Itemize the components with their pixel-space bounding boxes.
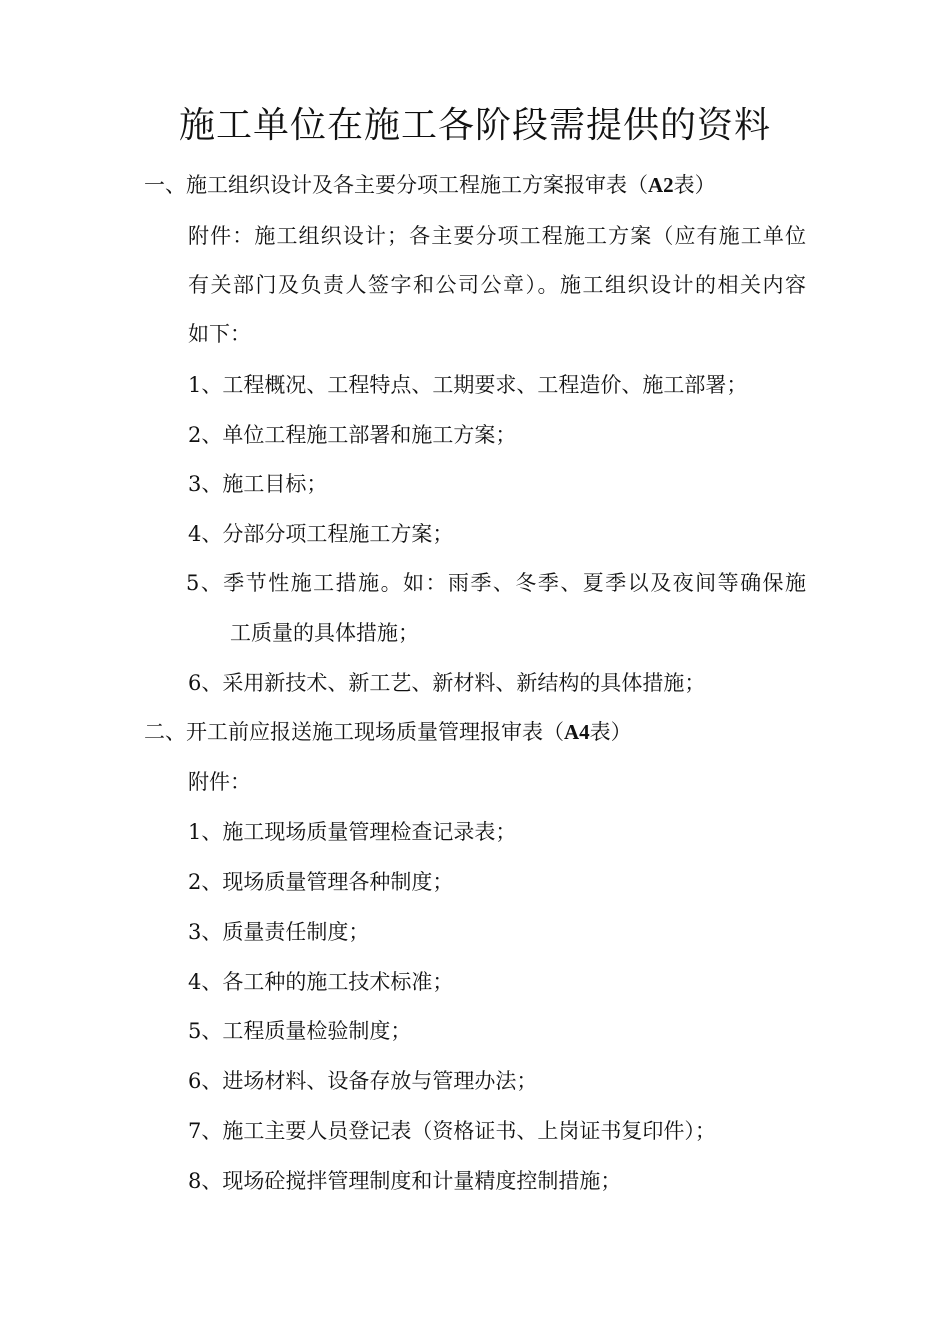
section-2-item: 1、施工现场质量管理检查记录表； bbox=[188, 820, 517, 844]
section-1-item: 6、采用新技术、新工艺、新材料、新结构的具体措施； bbox=[188, 671, 706, 695]
document-title: 施工单位在施工各阶段需提供的资料 bbox=[178, 105, 771, 146]
section-2-heading-prefix: 二、开工前应报送施工现场质量管理报审表（ bbox=[144, 720, 564, 744]
section-1-heading-prefix: 一、施工组织设计及各主要分项工程施工方案报审表（ bbox=[144, 173, 648, 197]
section-1-item: 5、季节性施工措施。如：雨季、冬季、夏季以及夜间等确保施 bbox=[186, 571, 806, 595]
section-2-item: 8、现场砼搅拌管理制度和计量精度控制措施； bbox=[188, 1169, 622, 1193]
section-2-heading-suffix: 表） bbox=[589, 720, 632, 744]
section-2-item: 4、各工种的施工技术标准； bbox=[188, 970, 454, 994]
section-1-item-continuation: 工质量的具体措施； bbox=[230, 621, 419, 645]
section-2-item: 7、施工主要人员登记表（资格证书、上岗证书复印件）； bbox=[188, 1119, 716, 1143]
section-1-item: 2、单位工程施工部署和施工方案； bbox=[188, 423, 517, 447]
section-1-attachment-line: 附件：施工组织设计；各主要分项工程施工方案（应有施工单位 bbox=[188, 224, 806, 248]
section-1-item: 3、施工目标； bbox=[188, 472, 328, 496]
section-2-item: 2、现场质量管理各种制度； bbox=[188, 870, 454, 894]
section-1-attachment-line: 有关部门及负责人签字和公司公章）。施工组织设计的相关内容 bbox=[188, 273, 806, 297]
section-1-heading-code: A2 bbox=[648, 173, 674, 197]
section-1-attachment-line: 如下： bbox=[188, 322, 251, 346]
section-2-attachment-label: 附件： bbox=[188, 770, 251, 794]
section-1-heading-suffix: 表） bbox=[673, 173, 716, 197]
section-2-item: 5、工程质量检验制度； bbox=[188, 1019, 412, 1043]
section-1-heading bbox=[144, 170, 716, 200]
section-2-item: 3、质量责任制度； bbox=[188, 920, 370, 944]
section-1-item: 4、分部分项工程施工方案； bbox=[188, 522, 454, 546]
section-2-item: 6、进场材料、设备存放与管理办法； bbox=[188, 1069, 538, 1093]
section-2-heading bbox=[144, 717, 632, 747]
section-2-heading-code: A4 bbox=[564, 720, 590, 744]
section-1-item: 1、工程概况、工程特点、工期要求、工程造价、施工部署； bbox=[188, 373, 748, 397]
